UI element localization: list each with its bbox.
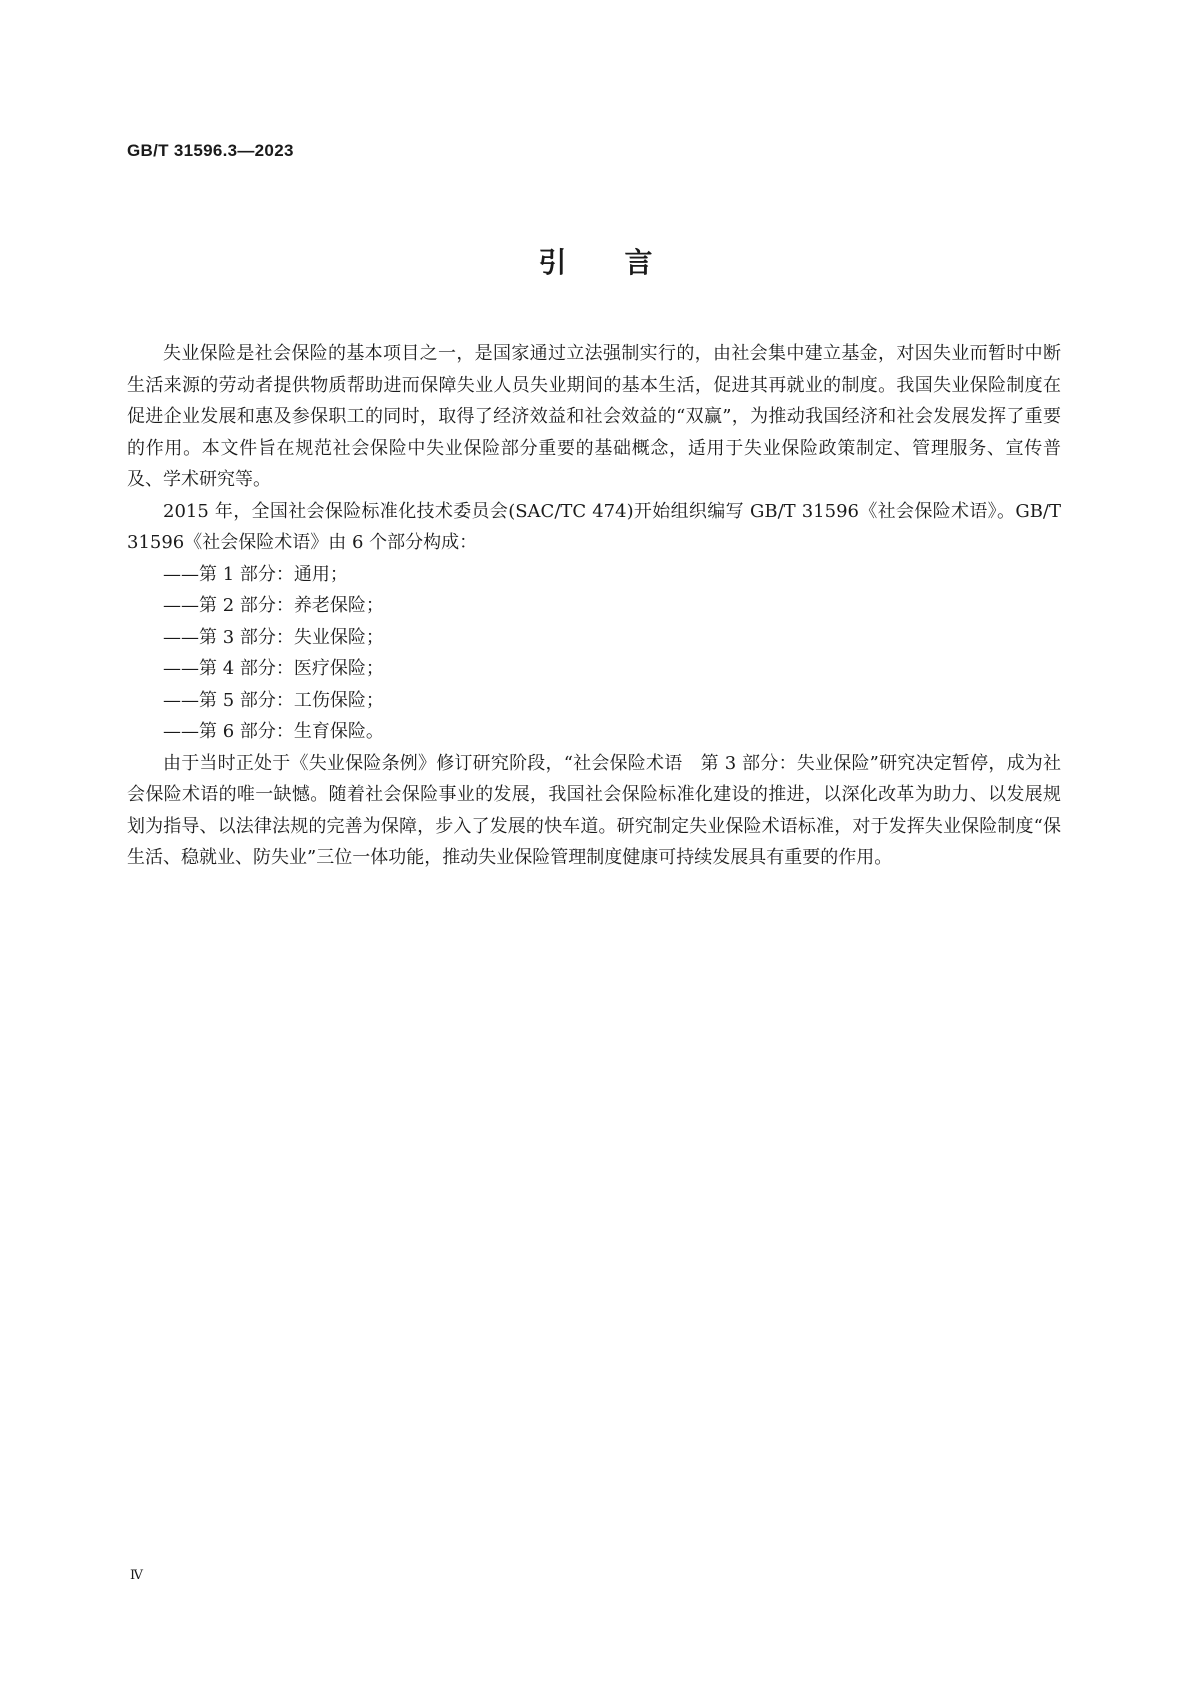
list-item: ——第 5 部分：工伤保险； [163, 689, 384, 711]
document-body [127, 338, 1061, 874]
list-item: ——第 6 部分：生育保险。 [163, 721, 384, 742]
list-item: ——第 2 部分：养老保险； [163, 595, 384, 616]
page-number: Ⅳ [130, 1568, 143, 1583]
standard-code: GB/T 31596.3—2023 [127, 141, 294, 160]
page-title [0, 241, 1191, 281]
intro-paragraph-2: 2015 年，全国社会保险标准化技术委员会(SAC/TC 474)开始组织编写 GB/T 31596《社会保险术语》。GB/T 31596《社会保险术语》由 6 个部分构成： [127, 500, 1061, 553]
list-item: ——第 1 部分：通用； [163, 563, 348, 585]
list-item: ——第 4 部分：医疗保险； [163, 658, 384, 679]
title-char-2: 言 [624, 246, 653, 279]
list-item: ——第 3 部分：失业保险； [163, 626, 384, 648]
title-char-1: 引 [538, 246, 567, 279]
closing-paragraph: 由于当时正处于《失业保险条例》修订研究阶段，“社会保险术语 第 3 部分：失业保险”研究决定暂停，成为社会保险术语的唯一缺憾。随着社会保险事业的发展，我国社会保险标准化建设的推进，以深化改革为助力、以发展规划为指导、以法律法规的完善为保障，步入了发展的快车道。研究制定失业保险术语标准，对于发挥失业保险制度“保生活、稳就业、防失业”三位一体功能，推动失业保险管理制度健康可持续发展具有重要的作用。 [127, 752, 1061, 868]
intro-paragraph-1: 失业保险是社会保险的基本项目之一，是国家通过立法强制实行的，由社会集中建立基金，对因失业而暂时中断生活来源的劳动者提供物质帮助进而保障失业人员失业期间的基本生活，促进其再就业的制度。我国失业保险制度在促进企业发展和惠及参保职工的同时，取得了经济效益和社会效益的“双赢”，为推动我国经济和社会发展发挥了重要的作用。本文件旨在规范社会保险中失业保险部分重要的基础概念，适用于失业保险政策制定、管理服务、宣传普及、学术研究等。 [127, 343, 1061, 490]
